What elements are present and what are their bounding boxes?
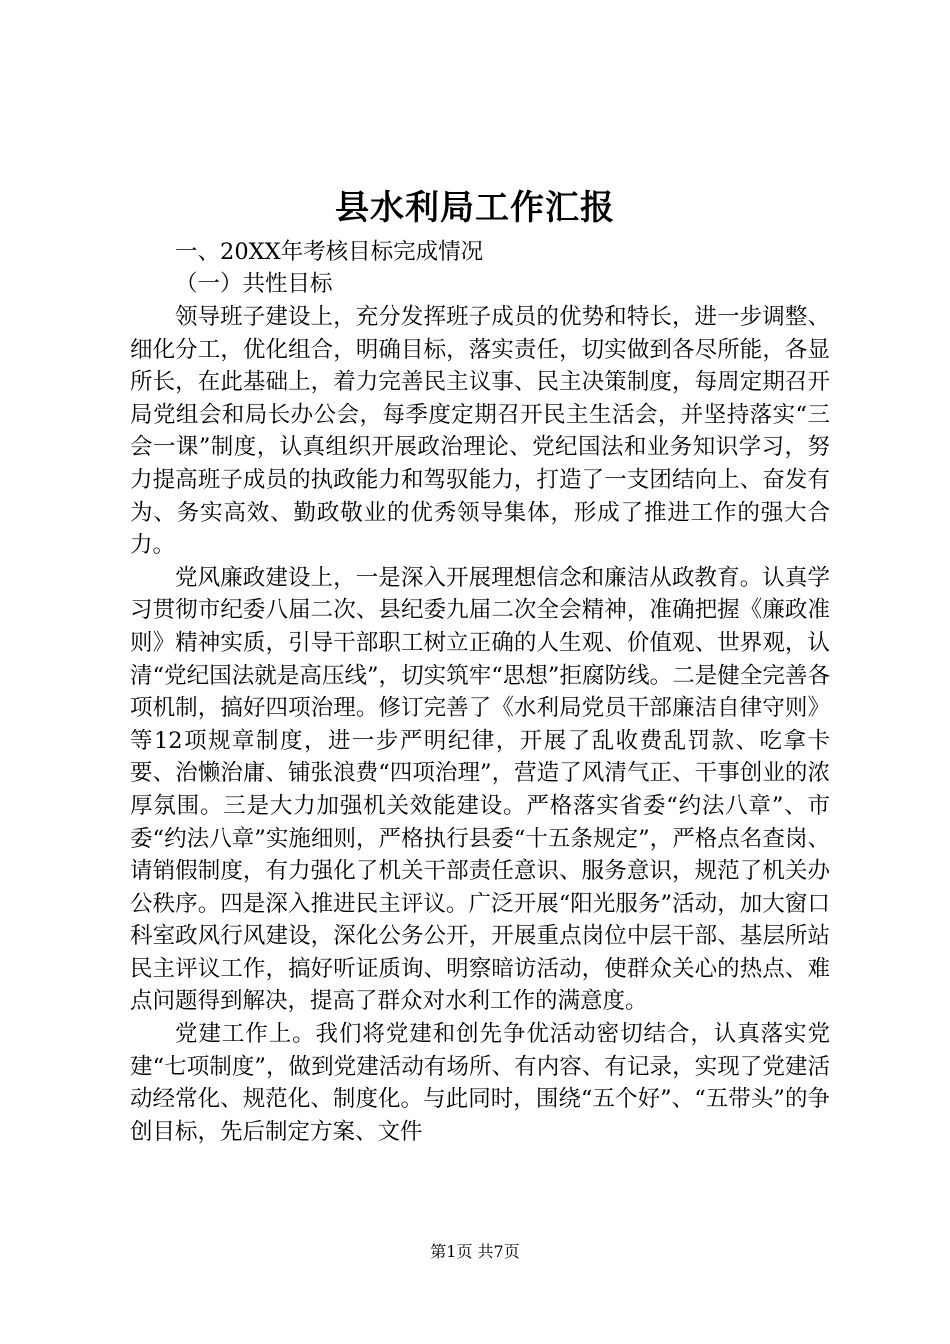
subsection-heading: （一）共性目标 <box>175 271 333 297</box>
paragraph-integrity: 党风廉政建设上，一是深入开展理想信念和廉洁从政教育。认真学习贯彻市纪委八届二次、县纪委九届二次全会精神，准确把握《廉政准则》精神实质，引导干部职工树立正确的人生观、价值观、世界观，认清“党纪国法就是高压线”，切实筑牢“思想”拒腐防线。二是健全完善各项机制，搞好四项治理。修订完善了《水利局党员干部廉洁自律守则》等12项规章制度，进一步严明纪律，开展了乱收费乱罚款、吃拿卡要、治懒治庸、铺张浪费“四项治理”，营造了风清气正、干事创业的浓厚氛围。三是大力加强机关效能建设。严格落实省委“约法八章”、市委“约法八章”实施细则，严格执行县委“十五条规定”，严格点名查岗、请销假制度，有力强化了机关干部责任意识、服务意识，规范了机关办公秩序。四是深入推进民主评议。广泛开展“阳光服务”活动，加大窗口科室政风行风建设，深化公务公开，开展重点岗位中层干部、基层所站民主评议工作，搞好听证质询、明察暗访活动，使群众关心的热点、难点问题得到解决，提高了群众对水利工作的满意度。 <box>130 564 830 1015</box>
document-title: 县水利局工作汇报 <box>335 188 615 228</box>
document-body <box>130 301 830 1148</box>
paragraph-leadership: 领导班子建设上，充分发挥班子成员的优势和特长，进一步调整、细化分工，优化组合，明确目标，落实责任，切实做到各尽所能，各显所长，在此基础上，着力完善民主议事、民主决策制度，每周定期召开局党组会和局长办公会，每季度定期召开民主生活会，并坚持落实“三会一课”制度，认真组织开展政治理论、党纪国法和业务知识学习，努力提高班子成员的执政能力和驾驭能力，打造了一支团结向上、奋发有为、务实高效、勤政敬业的优秀领导集体，形成了推进工作的强大合力。 <box>130 304 830 559</box>
section-heading: 一、20XX年考核目标完成情况 <box>175 239 484 265</box>
paragraph-party-building: 党建工作上。我们将党建和创先争优活动密切结合，认真落实党建“七项制度”，做到党建活动有场所、有内容、有记录，实现了党建活动经常化、规范化、制度化。与此同时，围绕“五个好”、“五带头”的争创目标，先后制定方案、文件 <box>130 1021 830 1145</box>
page-footer: 第1页 共7页 <box>430 1242 520 1261</box>
